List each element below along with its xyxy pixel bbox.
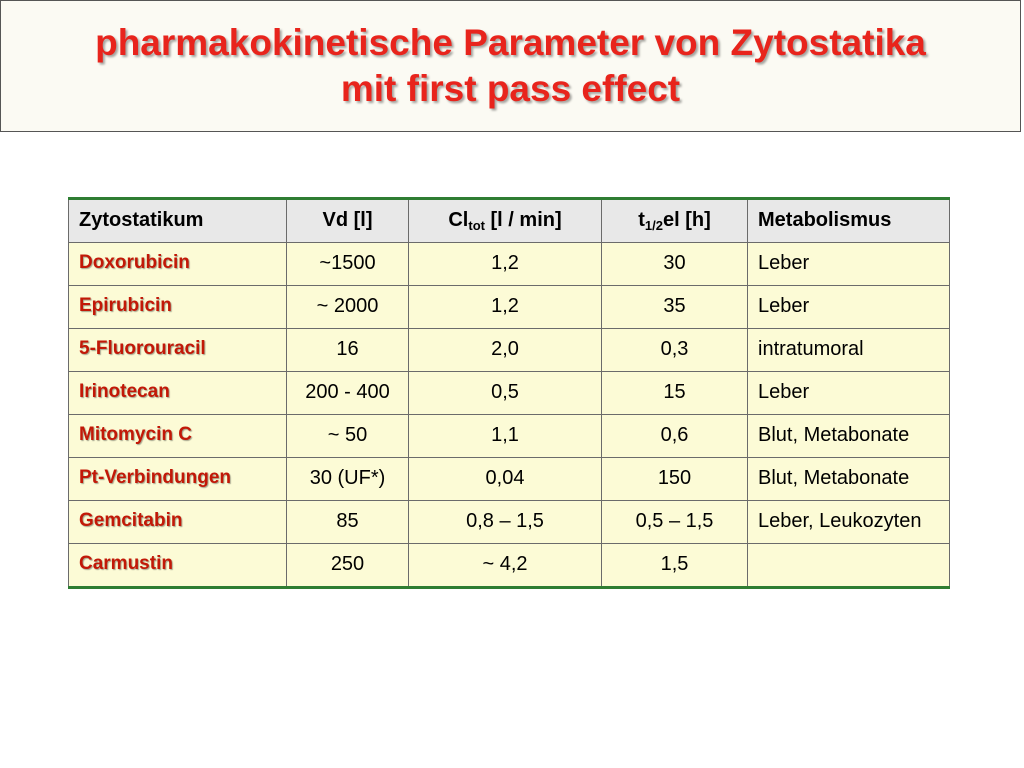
t-half-value: 1,5 — [602, 544, 748, 588]
vd-value: 30 (UF*) — [287, 458, 409, 501]
table-row — [69, 243, 950, 286]
table-row — [69, 415, 950, 458]
header-t-sub: 1/2 — [644, 218, 663, 233]
vd-value: ~ 50 — [287, 415, 409, 458]
cl-value: ~ 4,2 — [409, 544, 602, 588]
t-half-value: 35 — [602, 286, 748, 329]
header-metabolismus: Metabolismus — [748, 199, 950, 243]
drug-name: Irinotecan — [69, 372, 287, 415]
metabolism-value: Blut, Metabonate — [748, 458, 950, 501]
drug-name: Mitomycin C — [69, 415, 287, 458]
cl-value: 0,04 — [409, 458, 602, 501]
pharmacokinetics-table — [68, 197, 949, 589]
t-half-value: 0,5 – 1,5 — [602, 501, 748, 544]
cl-value: 0,5 — [409, 372, 602, 415]
table-header-row — [69, 199, 950, 243]
header-cl-rest: [l / min] — [484, 209, 562, 231]
vd-value: 250 — [287, 544, 409, 588]
metabolism-value: Leber — [748, 243, 950, 286]
header-cl-main: Cl — [448, 209, 469, 231]
slide-title-line-1: pharmakokinetische Parameter von Zytostatika — [95, 22, 926, 63]
metabolism-value: Leber, Leukozyten — [748, 501, 950, 544]
cl-value: 0,8 – 1,5 — [409, 501, 602, 544]
t-half-value: 0,3 — [602, 329, 748, 372]
t-half-value: 30 — [602, 243, 748, 286]
header-t-main: t — [638, 209, 645, 231]
cl-value: 1,2 — [409, 286, 602, 329]
vd-value: 200 - 400 — [287, 372, 409, 415]
header-vd: Vd [l] — [287, 199, 409, 243]
t-half-value: 150 — [602, 458, 748, 501]
table-row — [69, 544, 950, 588]
t-half-value: 0,6 — [602, 415, 748, 458]
drug-name: Gemcitabin — [69, 501, 287, 544]
metabolism-value: Leber — [748, 372, 950, 415]
vd-value: 16 — [287, 329, 409, 372]
drug-name: 5-Fluorouracil — [69, 329, 287, 372]
table-row — [69, 458, 950, 501]
drug-name: Epirubicin — [69, 286, 287, 329]
metabolism-value: Blut, Metabonate — [748, 415, 950, 458]
header-zytostatikum: Zytostatikum — [69, 199, 287, 243]
title-box — [0, 0, 1021, 132]
vd-value: 85 — [287, 501, 409, 544]
table-row — [69, 329, 950, 372]
vd-value: ~ 2000 — [287, 286, 409, 329]
table-row — [69, 501, 950, 544]
metabolism-value — [748, 544, 950, 588]
cl-value: 1,2 — [409, 243, 602, 286]
slide-title-line-2: mit first pass effect — [340, 68, 681, 109]
t-half-value: 15 — [602, 372, 748, 415]
header-cl-sub: tot — [468, 218, 485, 233]
drug-name: Doxorubicin — [69, 243, 287, 286]
metabolism-value: intratumoral — [748, 329, 950, 372]
metabolism-value: Leber — [748, 286, 950, 329]
cl-value: 2,0 — [409, 329, 602, 372]
header-cl — [409, 199, 602, 243]
header-t-rest: el [h] — [662, 209, 711, 231]
table-row — [69, 372, 950, 415]
vd-value: ~1500 — [287, 243, 409, 286]
table-row — [69, 286, 950, 329]
drug-name: Carmustin — [69, 544, 287, 588]
cl-value: 1,1 — [409, 415, 602, 458]
drug-name: Pt-Verbindungen — [69, 458, 287, 501]
header-t-half — [602, 199, 748, 243]
